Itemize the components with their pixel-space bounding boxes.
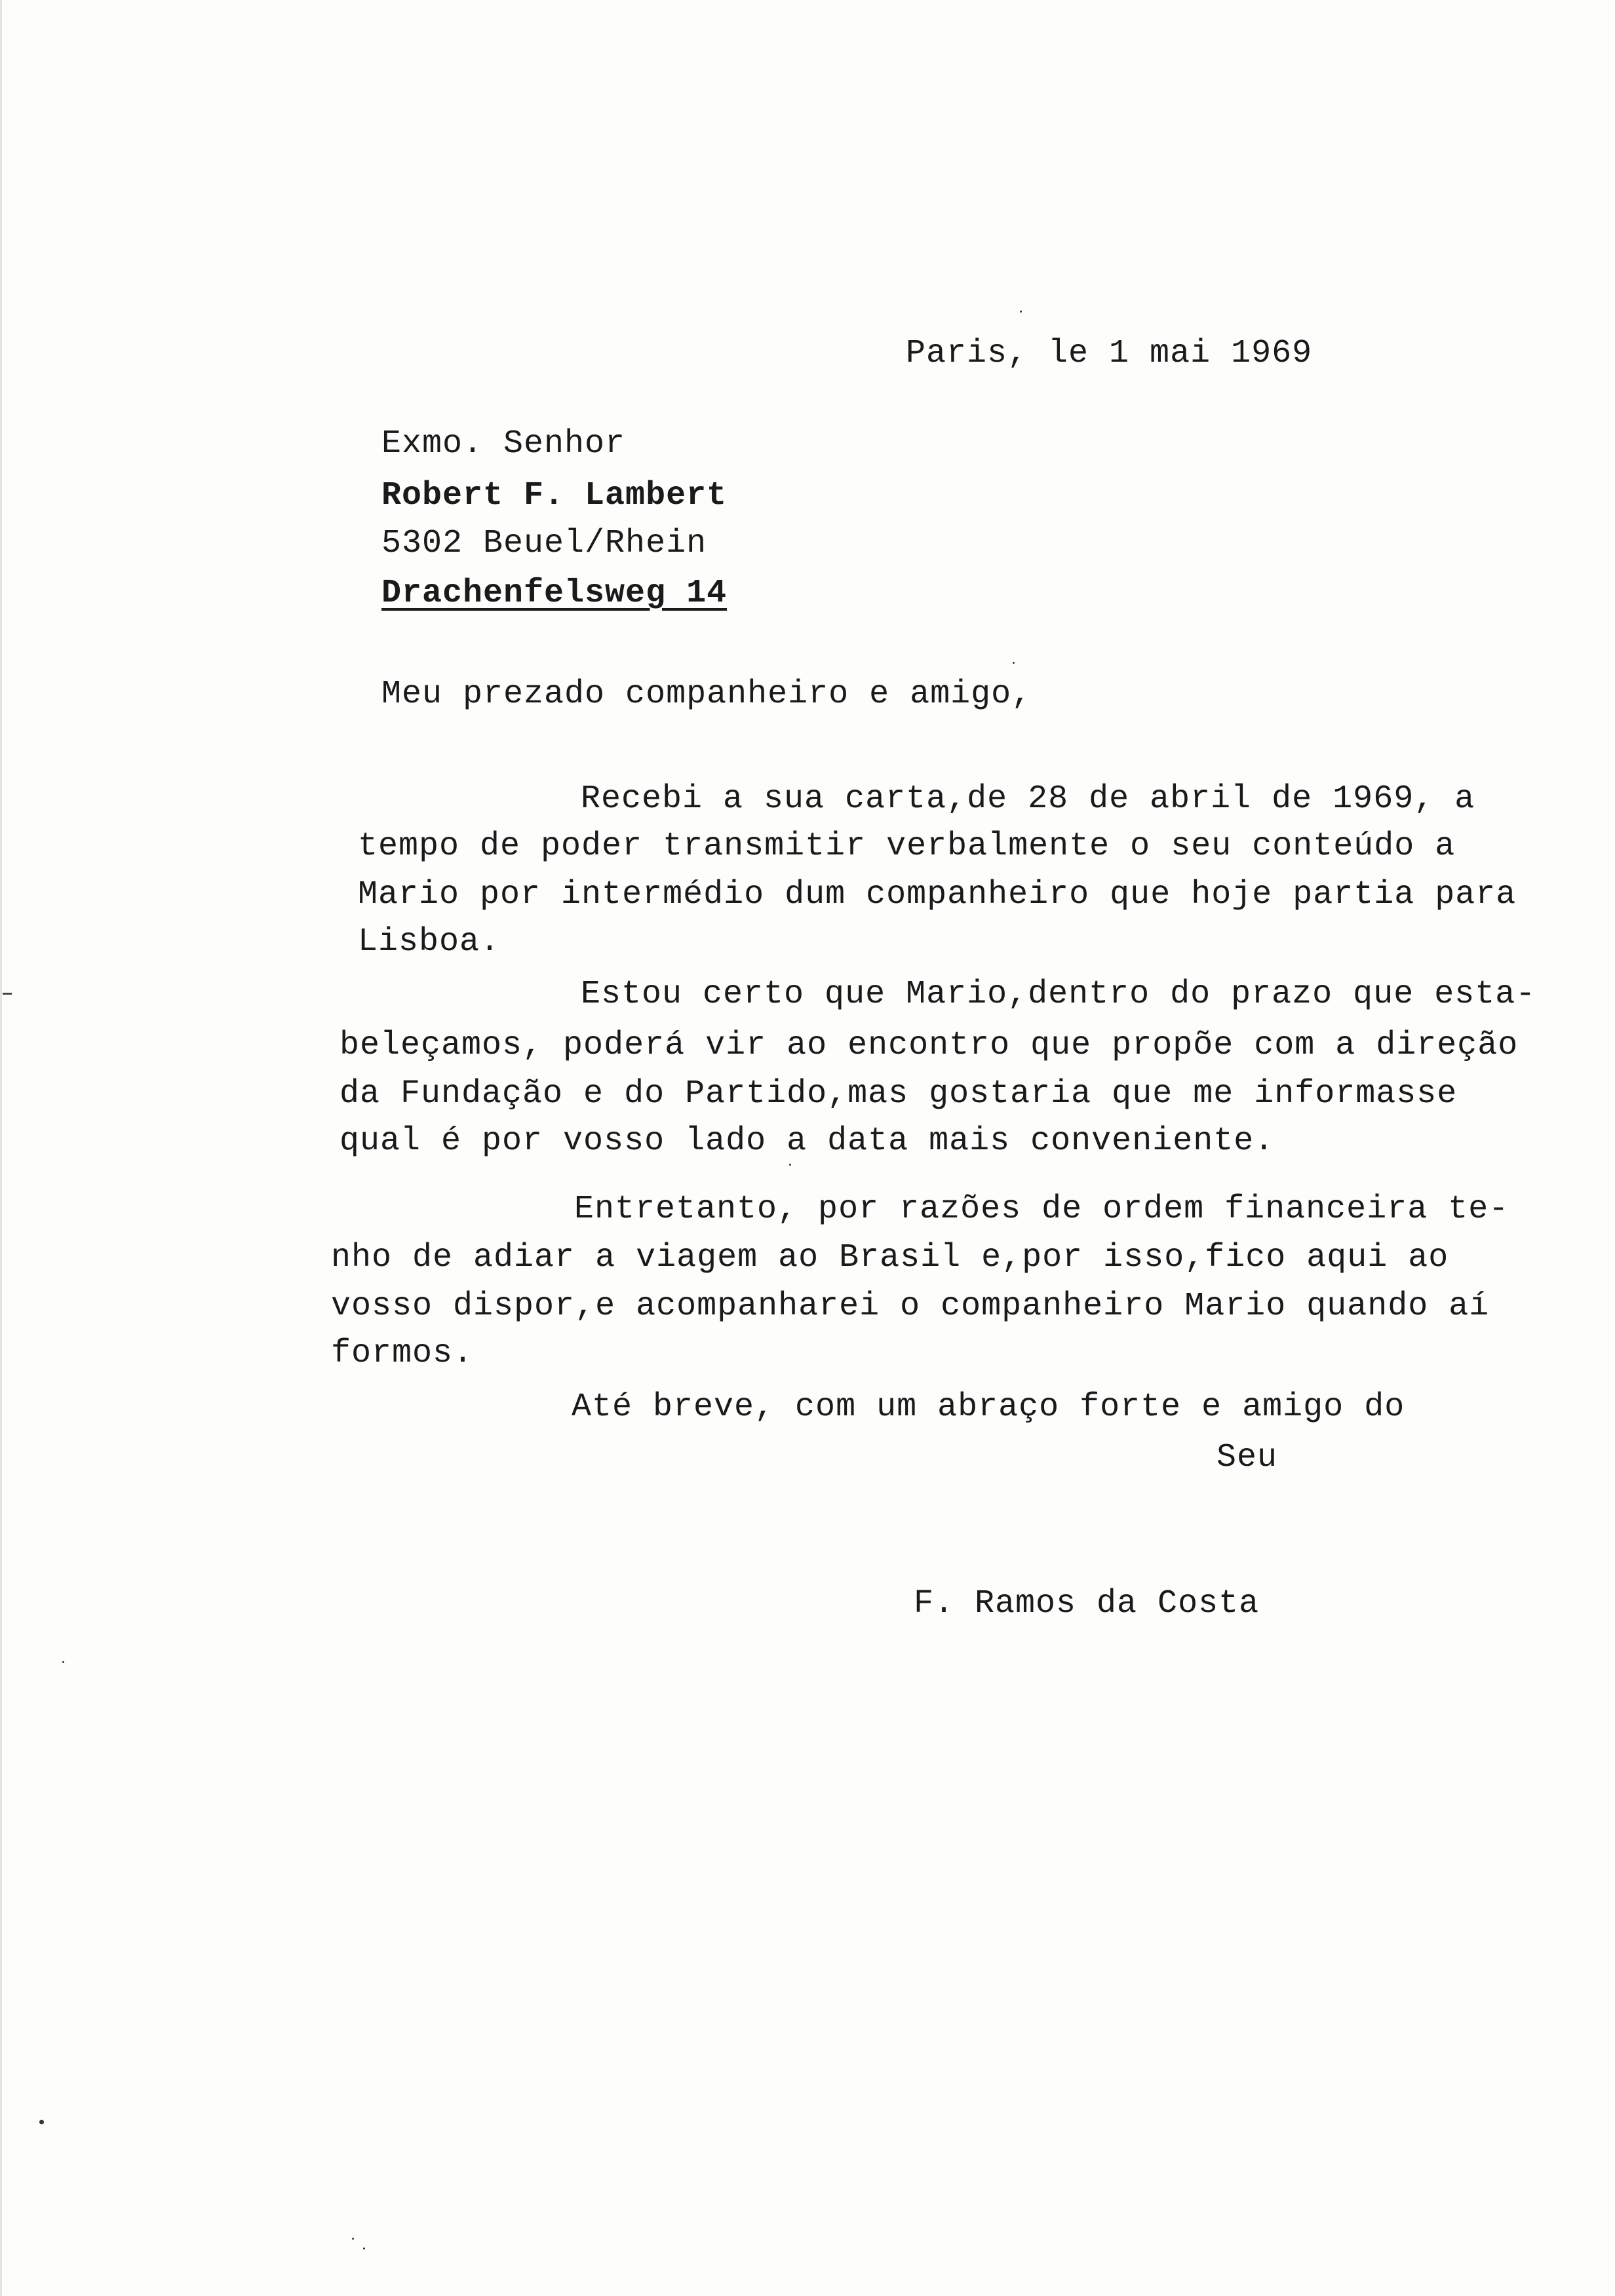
greeting: Meu prezado companheiro e amigo, [381,676,1032,713]
paper-speck [1020,311,1022,313]
paper-speck [39,2120,44,2124]
body-line: Mario por intermédio dum companheiro que hoje partia para [358,876,1517,913]
body-line: da Fundação e do Partido,mas gostaria que me informasse [340,1075,1458,1113]
recipient-name: Robert F. Lambert [381,477,728,514]
body-line: formos. [331,1335,474,1372]
left-edge-mark [0,0,2,2296]
body-line: vosso dispor,e acompanharei o companheiro Mario quando aí [331,1288,1490,1325]
body-line: Recebi a sua carta,de 28 de abril de 1969, a [581,780,1475,818]
closing-seu: Seu [1216,1439,1278,1476]
recipient-street: Drachenfelsweg 14 [381,575,728,612]
body-line: Lisboa. [358,923,501,961]
body-line: qual é por vosso lado a data mais conveniente. [340,1122,1275,1160]
hole-punch-mark [3,993,12,995]
closing-line: Até breve, com um abraço forte e amigo do [572,1388,1405,1426]
body-line: Estou certo que Mario,dentro do prazo que esta- [581,976,1536,1013]
body-line: Entretanto, por razões de ordem financeira te- [574,1191,1509,1228]
dateline: Paris, le 1 mai 1969 [906,335,1313,372]
paper-speck [363,2248,365,2249]
signature-name: F. Ramos da Costa [914,1585,1260,1622]
body-line: tempo de poder transmitir verbalmente o seu conteúdo a [358,828,1456,865]
paper-speck [789,1164,791,1166]
body-line: beleçamos, poderá vir ao encontro que propõe com a direção [340,1027,1519,1064]
recipient-title: Exmo. Senhor [381,425,626,463]
paper-speck [62,1661,64,1663]
recipient-city: 5302 Beuel/Rhein [381,525,707,562]
body-line: nho de adiar a viagem ao Brasil e,por isso,fico aqui ao [331,1239,1449,1276]
paper-speck [352,2238,354,2240]
paper-speck [1013,662,1015,664]
